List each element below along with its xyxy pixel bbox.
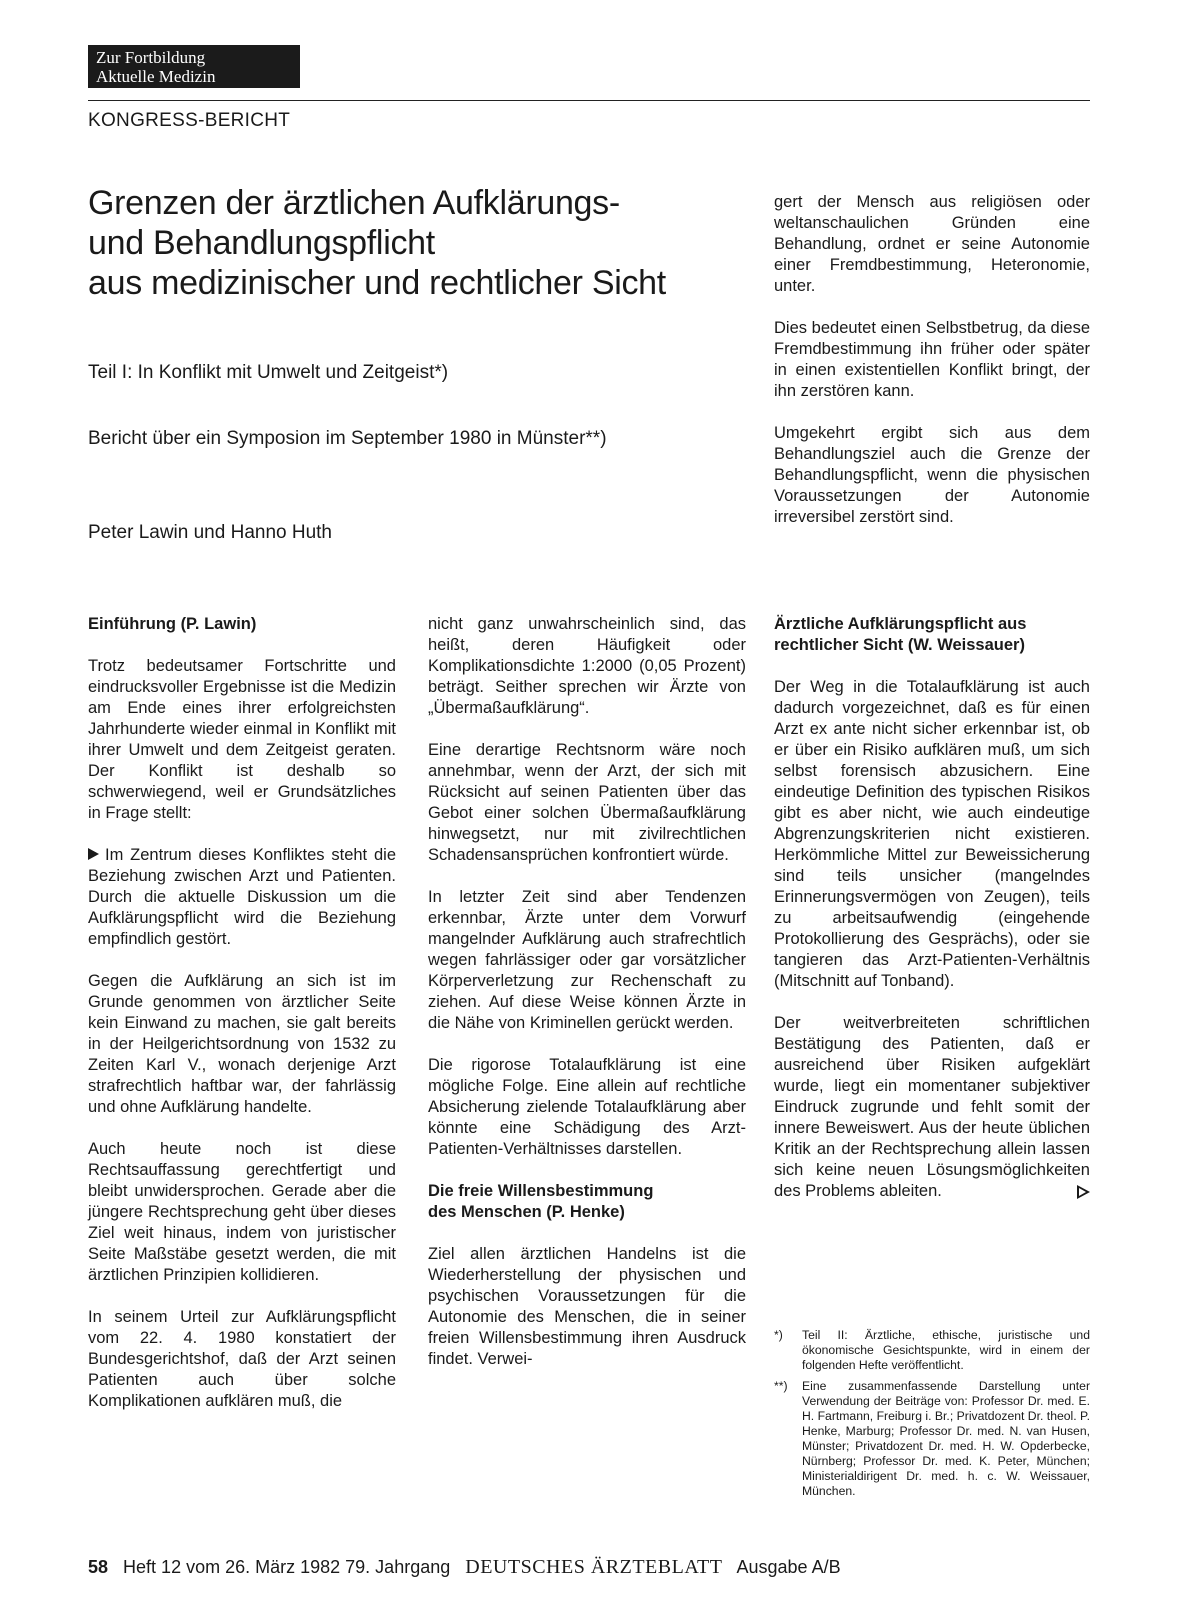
paragraph: gert der Mensch aus religiösen oder weltanschaulichen Gründen eine Behandlung, ordnet er seine Autonomie einer Fremdbestimmung, Heteronomie, unter. [774, 193, 1090, 295]
footnote-mark: *) [774, 1328, 783, 1342]
paragraph-text: Der weitverbreiteten schriftlichen Bestätigung des Patienten, daß er ausreichend über Risiken aufgeklärt wurde, liegt ein momentaner subjektiver Eindruck zugrunde und fehlt somit der innere Beweiswert. Aus der heute üblichen Kritik an der Rechtsprechung allein lassen sich keine neuen Lösungsmöglichkeiten des Problems ableiten. [774, 1014, 1090, 1200]
column-3 [774, 614, 1090, 1223]
edition: Ausgabe A/B [736, 1557, 841, 1577]
paragraph: Dies bedeutet einen Selbstbetrug, da diese Fremdbestimmung ihn früher oder später in einen existentiellen Konflikt bringt, der ihn zerstören kann. [774, 319, 1090, 400]
paragraph-text: Im Zentrum dieses Konfliktes steht die Beziehung zwischen Arzt und Patienten. Durch die aktuelle Diskussion um die Aufklärungspflicht wird die Beziehung empfindlich gestört. [88, 846, 396, 948]
footnote-text: Eine zusammenfassende Darstellung unter Verwendung der Beiträge von: Professor Dr. med. E. H. Fartmann, Freiburg i. Br.; Privatdozent Dr. theol. P. Henke, Marburg; Professor Dr. med. N. van Husen, Münster; Privatdozent Dr. med. H. W. Opderbecke, Nürnberg; Professor Dr. med. K. Peter, München; Ministerialdirigent Dr. med. h. c. W. Weissauer, München. [802, 1379, 1090, 1498]
page-footer [88, 1556, 841, 1579]
paragraph-bullet [88, 845, 396, 950]
heading-line-2: des Menschen (P. Henke) [428, 1203, 625, 1221]
footnote [774, 1379, 1090, 1499]
section-label-box [88, 45, 300, 88]
authors: Peter Lawin und Hanno Huth [88, 522, 332, 543]
footnotes [774, 1328, 1090, 1505]
report-line: Bericht über ein Symposion im September 1980 in Münster**) [88, 428, 607, 449]
paragraph: Eine derartige Rechtsnorm wäre noch annehmbar, wenn der Arzt, der sich mit Rücksicht auf seinen Patienten über das Gebot einer solchen Übermaßaufklärung hinwegsetzt, nur mit zivilrechtlichen Schadensansprüchen konfrontiert würde. [428, 741, 746, 864]
header-rule [88, 100, 1090, 101]
paragraph: In seinem Urteil zur Aufklärungspflicht vom 22. 4. 1980 konstatiert der Bundesgerichtshof, daß der Arzt seinen Patienten auch über solche Komplikationen aufklären muß, die [88, 1308, 396, 1410]
paragraph [774, 1013, 1090, 1202]
footnote-mark: **) [774, 1379, 788, 1393]
continue-arrow-icon [1077, 1185, 1090, 1199]
paragraph: Ziel allen ärztlichen Handelns ist die Wiederherstellung der physischen und psychischen Voraussetzungen für die Autonomie des Menschen, die in seiner freien Willensbestimmung ihren Ausdruck findet. Verwei- [428, 1245, 746, 1368]
section-heading [774, 614, 1090, 656]
kicker: KONGRESS-BERICHT [88, 110, 291, 131]
paragraph: Gegen die Aufklärung an sich ist im Grunde genommen von ärztlicher Seite kein Einwand zu machen, sie galt bereits in der Heilgerichtsordnung von 1532 zu Zeiten Karl V., wonach derjenige Arzt strafrechtlich haftbar war, der fahrlässig und ohne Aufklärung handelte. [88, 972, 396, 1116]
subtitle: Teil I: In Konflikt mit Umwelt und Zeitgeist*) [88, 362, 449, 383]
page-number: 58 [88, 1557, 109, 1577]
paragraph: Auch heute noch ist diese Rechtsauffassung gerechtfertigt und bleibt unwidersprochen. Gerade aber die jüngere Rechtsprechung geht über dieses Ziel weit hinaus, indem von juristischer Seite Maßstäbe gesetzt werden, die mit ärztlichen Prinzipien kollidieren. [88, 1140, 396, 1284]
column-1 [88, 614, 396, 1433]
footnote-text: Teil II: Ärztliche, ethische, juristische und ökonomische Gesichtspunkte, wird in einem der folgenden Hefte veröffentlicht. [802, 1328, 1090, 1372]
heading-line-1: Ärztliche Aufklärungspflicht aus [774, 615, 1027, 633]
arrow-bullet-icon [88, 848, 99, 860]
title-line-1: Grenzen der ärztlichen Aufklärungs- [88, 184, 620, 222]
section-heading [428, 1181, 746, 1223]
section-label-line-2: Aktuelle Medizin [96, 67, 216, 86]
section-label-line-1: Zur Fortbildung [96, 48, 206, 67]
paragraph: In letzter Zeit sind aber Tendenzen erkennbar, Ärzte unter dem Vorwurf mangelnder Aufklärung auch strafrechtlich wegen fahrlässiger oder gar vorsätzlicher Körperverletzung zur Rechenschaft zu ziehen. Auf diese Weise können Ärzte in die Nähe von Kriminellen gerückt werden. [428, 888, 746, 1032]
paragraph: Trotz bedeutsamer Fortschritte und eindrucksvoller Ergebnisse ist die Medizin am Ende eines ihrer erfolgreichsten Jahrhunderte wieder einmal in Konflikt mit ihrer Umwelt und dem Zeitgeist geraten. Der Konflikt ist deshalb so schwerwiegend, weil er Grundsätzliches in Frage stellt: [88, 657, 396, 822]
heading-line-1: Die freie Willensbestimmung [428, 1182, 654, 1200]
paragraph: Umgekehrt ergibt sich aus dem Behandlungsziel auch die Grenze der Behandlungspflicht, wenn die physischen Voraussetzungen der Autonomie irreversibel zerstört sind. [774, 424, 1090, 526]
footnote [774, 1328, 1090, 1373]
article-title [88, 183, 768, 303]
section-heading: Einführung (P. Lawin) [88, 615, 257, 633]
heading-line-2: rechtlicher Sicht (W. Weissauer) [774, 636, 1025, 654]
paragraph: Der Weg in die Totalaufklärung ist auch dadurch vorgezeichnet, daß es für einen Arzt ex ante nicht sicher erkennbar ist, ob er über ein Risiko aufklären muß, um sich selbst forensisch abzusichern. Eine eindeutige Definition des typischen Risikos gibt es aber nicht, wie auch eindeutige Abgrenzungskriterien nicht existieren. Herkömmliche Mittel zur Beweissicherung sind teils unsicher (mangelndes Erinnerungsvermögen von Zeugen), teils zu arbeitsaufwendig (eingehende Protokollierung des Gesprächs), oder sie tangieren das Arzt-Patienten-Verhältnis (Mitschnitt auf Tonband). [774, 678, 1090, 990]
column-2 [428, 614, 746, 1391]
title-line-3: aus medizinischer und rechtlicher Sicht [88, 264, 666, 302]
issue-info: Heft 12 vom 26. März 1982 79. Jahrgang [123, 1557, 451, 1577]
paragraph: Die rigorose Totalaufklärung ist eine mögliche Folge. Eine allein auf rechtliche Absicherung zielende Totalaufklärung aber könnte eine Schädigung des Arzt-Patienten-Verhältnisses darstellen. [428, 1056, 746, 1158]
top-right-column [774, 192, 1090, 549]
title-line-2: und Behandlungspflicht [88, 224, 435, 262]
journal-name: DEUTSCHES ÄRZTEBLATT [465, 1556, 723, 1578]
paragraph: nicht ganz unwahrscheinlich sind, das heißt, deren Häufigkeit oder Komplikationsdichte 1:2000 (0,05 Prozent) beträgt. Seither sprechen wir Ärzte von „Übermaßaufklärung“. [428, 615, 746, 717]
